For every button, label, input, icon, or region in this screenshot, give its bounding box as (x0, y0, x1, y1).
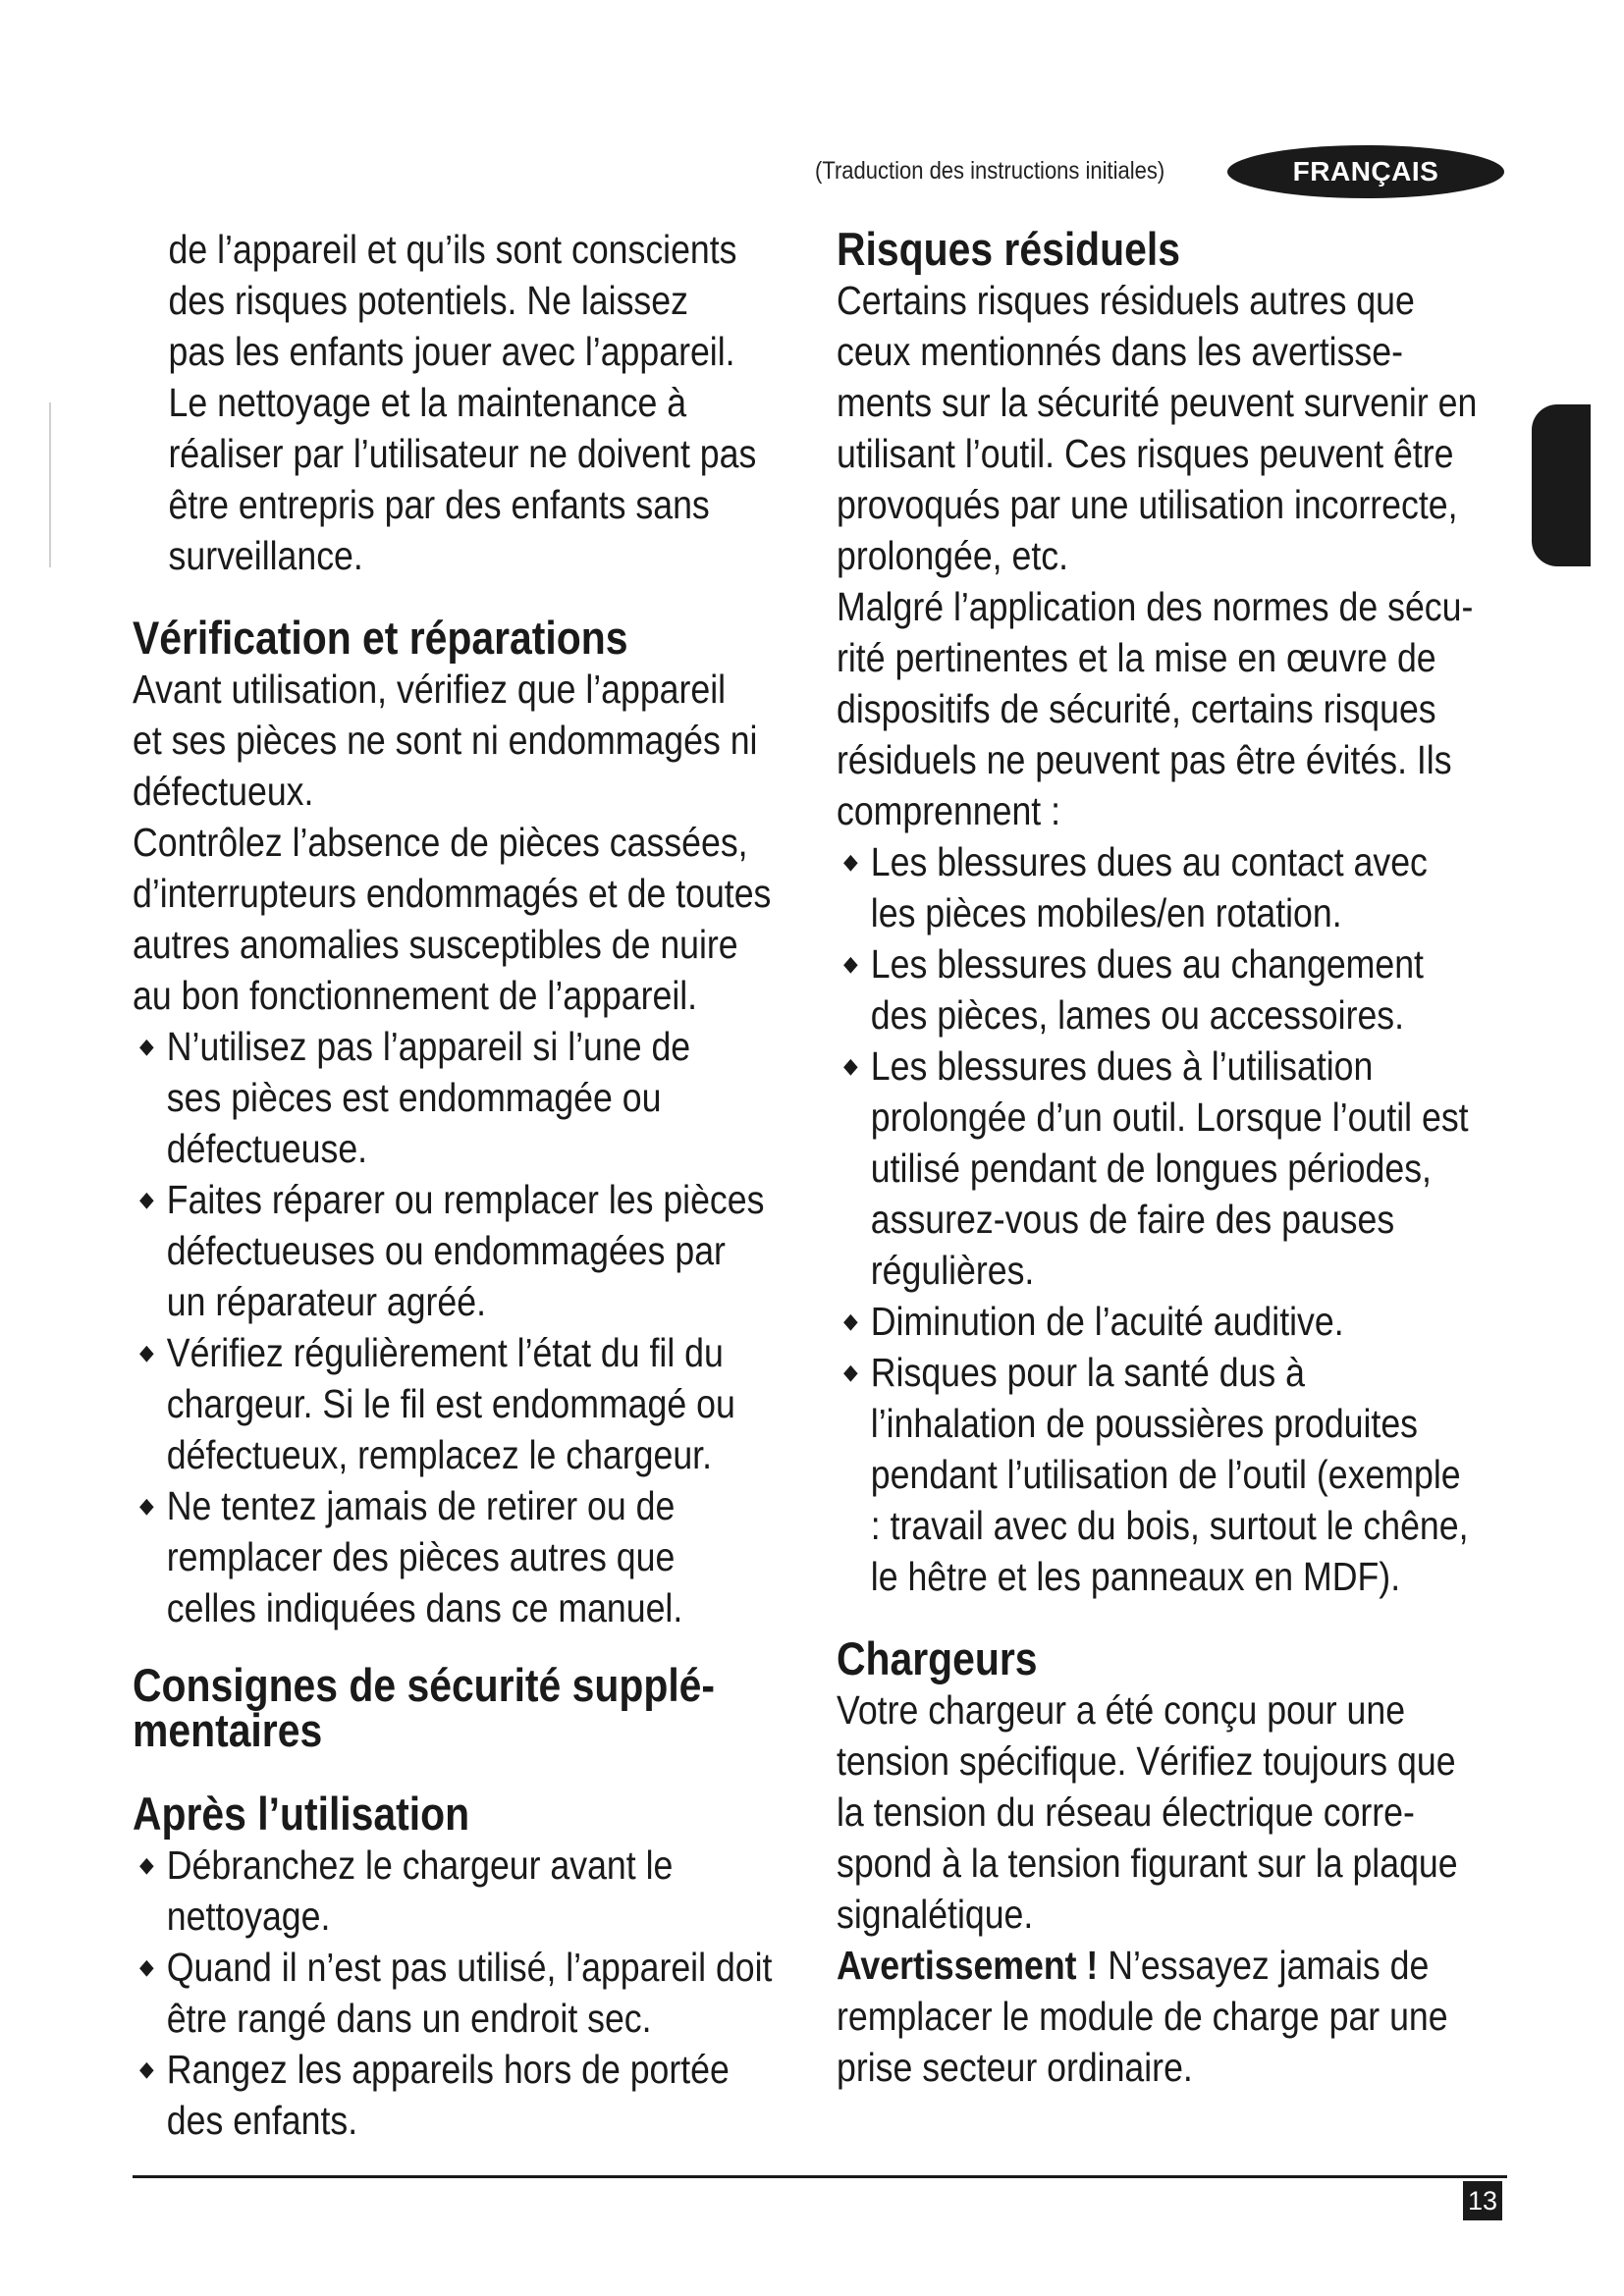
diamond-bullet-icon: ◆ (842, 849, 858, 874)
list-item: ◆ Les blessures dues au changement des pièces, lames ou accessoires. (837, 938, 1514, 1041)
chargeurs-paragraph: Votre chargeur a été conçu pour une tension spécifique. Vérifiez toujours que la tension du réseau électrique corre- spond à la tension figurant sur la plaque signalétique. (837, 1687, 1458, 1937)
risques-paragraph-2: Malgré l’application des normes de sécu- rité pertinentes et la mise en œuvre de dispositifs de sécurité, certains risques résiduels ne peuvent pas être évités. Ils comprennent : (837, 584, 1474, 833)
risques-list (837, 836, 1514, 1602)
diamond-bullet-icon: ◆ (138, 1852, 154, 1877)
verification-paragraph-1: Avant utilisation, vérifiez que l’appareil et ses pièces ne sont ni endommagés ni défectueux. (133, 667, 758, 814)
intro-paragraph: de l’appareil et qu’ils sont conscients des risques potentiels. Ne laissez pas les enfants jouer avec l’appareil. Le nettoyage et la maintenance à réaliser par l’utilisateur ne doivent pas être entrepris par des enfants sans surveillance. (168, 227, 757, 578)
right-column (837, 224, 1514, 2093)
page-number: 13 (1463, 2181, 1502, 2220)
diamond-bullet-icon: ◆ (138, 1954, 154, 1979)
list-item: ◆ Quand il n’est pas utilisé, l’appareil doit être rangé dans un endroit sec. (133, 1942, 800, 2044)
list-item: ◆ Les blessures dues à l’utilisation prolongée d’un outil. Lorsque l’outil est utilisé pendant de longues périodes, assurez-vous de faire des pauses régulières. (837, 1041, 1514, 1296)
warning-paragraph: Avertissement ! N’essayez jamais de remplacer le module de charge par une prise secteur ordinaire. (837, 1943, 1448, 2090)
list-item: ◆ Les blessures dues au contact avec les pièces mobiles/en rotation. (837, 836, 1514, 938)
chargeurs-heading: Chargeurs (837, 1632, 1038, 1684)
list-item: ◆ Vérifiez régulièrement l’état du fil du chargeur. Si le fil est endommagé ou défectueux, remplacez le chargeur. (133, 1327, 800, 1480)
diamond-bullet-icon: ◆ (138, 2056, 154, 2081)
verification-paragraph-2: Contrôlez l’absence de pièces cassées, d’interrupteurs endommagés et de toutes autres anomalies susceptibles de nuire au bon fonctionnement de l’appareil. (133, 820, 772, 1018)
list-item: ◆ Rangez les appareils hors de portée des enfants. (133, 2044, 800, 2146)
translation-note: (Traduction des instructions initiales) (815, 157, 1165, 185)
list-item: ◆ Ne tentez jamais de retirer ou de remplacer des pièces autres que celles indiquées dans ce manuel. (133, 1480, 800, 1633)
diamond-bullet-icon: ◆ (842, 1308, 858, 1333)
diamond-bullet-icon: ◆ (138, 1034, 154, 1058)
list-item: ◆ Débranchez le chargeur avant le nettoyage. (133, 1840, 800, 1942)
verification-list (133, 1021, 800, 1633)
diamond-bullet-icon: ◆ (138, 1187, 154, 1211)
diamond-bullet-icon: ◆ (842, 1053, 858, 1078)
diamond-bullet-icon: ◆ (138, 1493, 154, 1518)
list-item: ◆ Diminution de l’acuité auditive. (837, 1296, 1514, 1347)
footer-rule (133, 2175, 1507, 2178)
risques-paragraph-1: Certains risques résiduels autres que ceux mentionnés dans les avertisse- ments sur la sécurité peuvent survenir en utilisant l’outil. Ces risques peuvent être provoqués par une utilisation incorrecte, prolongée, etc. (837, 278, 1478, 578)
apres-list (133, 1840, 800, 2146)
diamond-bullet-icon: ◆ (842, 951, 858, 976)
risques-heading: Risques résiduels (837, 223, 1180, 275)
diamond-bullet-icon: ◆ (842, 1360, 858, 1384)
list-item: ◆ N’utilisez pas l’appareil si l’une de ses pièces est endommagée ou défectueuse. (133, 1021, 800, 1174)
section-tab-marker (1532, 404, 1591, 566)
list-item: ◆ Risques pour la santé dus à l’inhalation de poussières produites pendant l’utilisation de l’outil (exemple : travail avec du bois, surtout le chêne, le hêtre et les panneaux en MDF). (837, 1347, 1514, 1602)
left-column (133, 224, 800, 2146)
margin-line (49, 402, 51, 567)
verification-heading: Vérification et réparations (133, 612, 628, 664)
apres-heading: Après l’utilisation (133, 1788, 470, 1840)
diamond-bullet-icon: ◆ (138, 1340, 154, 1364)
consignes-heading: Consignes de sécurité supplé- mentaires (133, 1659, 716, 1756)
language-badge: FRANÇAIS (1227, 145, 1504, 198)
list-item: ◆ Faites réparer ou remplacer les pièces défectueuses ou endommagées par un réparateur agréé. (133, 1174, 800, 1327)
warning-label: Avertissement ! (837, 1943, 1099, 1988)
